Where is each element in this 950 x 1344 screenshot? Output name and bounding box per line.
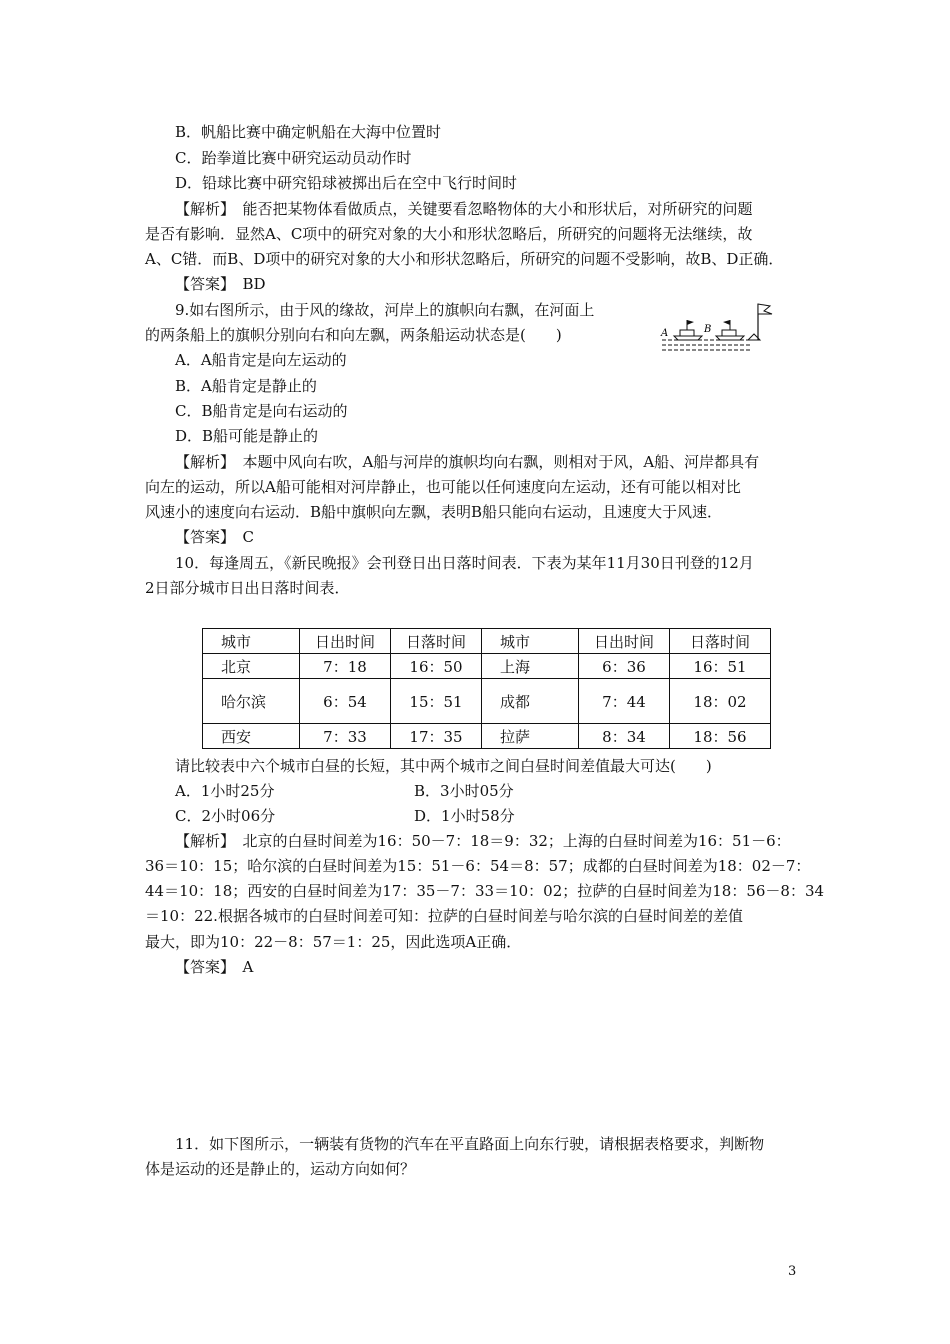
table-header-cell: 日出时间: [300, 629, 391, 654]
table-header-cell: 日出时间: [579, 629, 670, 654]
sunrise-sunset-table: [202, 628, 771, 749]
table-cell: 15：51: [391, 679, 482, 724]
q10-analysis-line: 44＝10：18；西安的白昼时间差为17：35－7：33＝10：02；拉萨的白昼时间差为18：56－8：34: [145, 882, 825, 900]
table-header-cell: 城市: [203, 629, 300, 654]
q8-analysis-line: 【解析】 能否把某物体看做质点，关键要看忽略物体的大小和形状后，对所研究的问题: [175, 200, 753, 218]
table-header-cell: 城市: [482, 629, 579, 654]
table-cell: 成都: [482, 679, 579, 724]
boat-b-label: B: [704, 324, 712, 335]
q10-analysis-line: 【解析】 北京的白昼时间差为16：50－7：18＝9：32；上海的白昼时间差为16：51－6：: [175, 832, 791, 850]
table-header-cell: 日落时间: [391, 629, 482, 654]
table-row: [203, 654, 771, 679]
q10-option-d: D．1小时58分: [414, 807, 515, 825]
q9-stem-line: 9.如右图所示，由于风的缘故，河岸上的旗帜向右飘，在河面上: [175, 301, 595, 319]
q9-option-b: B．A船肯定是静止的: [175, 377, 317, 395]
table-cell: 西安: [203, 724, 300, 749]
q9-analysis-line: 【解析】 本题中风向右吹，A船与河岸的旗帜均向右飘，则相对于风，A船、河岸都具有: [175, 453, 760, 471]
table-cell: 18：02: [670, 679, 771, 724]
q10-answer: 【答案】 A: [175, 958, 254, 976]
q10-question: 请比较表中六个城市白昼的长短，其中两个城市之间白昼时间差值最大可达( ): [175, 757, 712, 775]
q10-analysis-line: 最大，即为10：22－8：57＝1：25，因此选项A正确．: [145, 933, 522, 951]
q10-analysis-line: ＝10：22.根据各城市的白昼时间差可知：拉萨的白昼时间差与哈尔滨的白昼时间差的差值: [145, 907, 743, 925]
table-cell: 18：56: [670, 724, 771, 749]
page-number: 3: [788, 1264, 797, 1279]
q8-option-b: B．帆船比赛中确定帆船在大海中位置时: [175, 123, 442, 141]
q8-analysis-line: A、C错．而B、D项中的研究对象的大小和形状忽略后，所研究的问题不受影响，故B、D正确．: [145, 250, 784, 268]
table-cell: 拉萨: [482, 724, 579, 749]
q9-stem-line: 的两条船上的旗帜分别向右和向左飘，两条船运动状态是( ): [145, 326, 562, 344]
table-cell: 哈尔滨: [203, 679, 300, 724]
boat-a-label: A: [661, 328, 669, 339]
q9-option-d: D．B船可能是静止的: [175, 427, 319, 445]
q9-option-a: A．A船肯定是向左运动的: [175, 351, 347, 369]
table-cell: 6：36: [579, 654, 670, 679]
table-header-row: [203, 629, 771, 654]
q10-option-c: C．2小时06分: [175, 807, 276, 825]
q8-analysis-line: 是否有影响．显然A、C项中的研究对象的大小和形状忽略后，所研究的问题将无法继续，故: [145, 225, 753, 243]
table-row: [203, 724, 771, 749]
table-cell: 16：50: [391, 654, 482, 679]
q11-stem-line: 体是运动的还是静止的，运动方向如何？: [145, 1160, 416, 1178]
table-cell: 8：34: [579, 724, 670, 749]
q10-option-b: B．3小时05分: [414, 782, 514, 800]
q11-stem-line: 11．如下图所示，一辆装有货物的汽车在平直路面上向东行驶，请根据表格要求，判断物: [175, 1135, 765, 1153]
q10-stem-line: 10．每逢周五，《新民晚报》会刊登日出日落时间表．下表为某年11月30日刊登的12月: [175, 554, 754, 572]
q10-analysis-line: 36＝10：15；哈尔滨的白昼时间差为15：51－6：54＝8：57；成都的白昼时间差为18：02－7：: [145, 857, 811, 875]
q9-answer: 【答案】 C: [175, 528, 254, 546]
table-cell: 17：35: [391, 724, 482, 749]
table-cell: 7：44: [579, 679, 670, 724]
table-cell: 7：18: [300, 654, 391, 679]
q8-option-c: C．跆拳道比赛中研究运动员动作时: [175, 149, 412, 167]
table-header-cell: 日落时间: [670, 629, 771, 654]
q9-option-c: C．B船肯定是向右运动的: [175, 402, 348, 420]
q9-analysis-line: 风速小的速度向右运动．B船中旗帜向左飘，表明B船只能向右运动，且速度大于风速．: [145, 503, 723, 521]
boats-river-figure: [660, 300, 780, 356]
table-row: [203, 679, 771, 724]
q9-analysis-line: 向左的运动，所以A船可能相对河岸静止，也可能以任何速度向左运动，还有可能以相对比: [145, 478, 741, 496]
q10-option-a: A．1小时25分: [175, 782, 275, 800]
table-cell: 北京: [203, 654, 300, 679]
table-cell: 上海: [482, 654, 579, 679]
q8-option-d: D．铅球比赛中研究铅球被掷出后在空中飞行时间时: [175, 174, 518, 192]
table-cell: 16：51: [670, 654, 771, 679]
q8-answer: 【答案】 BD: [175, 275, 266, 293]
q10-stem-line: 2日部分城市日出日落时间表．: [145, 579, 350, 597]
table-cell: 7：33: [300, 724, 391, 749]
table-cell: 6：54: [300, 679, 391, 724]
